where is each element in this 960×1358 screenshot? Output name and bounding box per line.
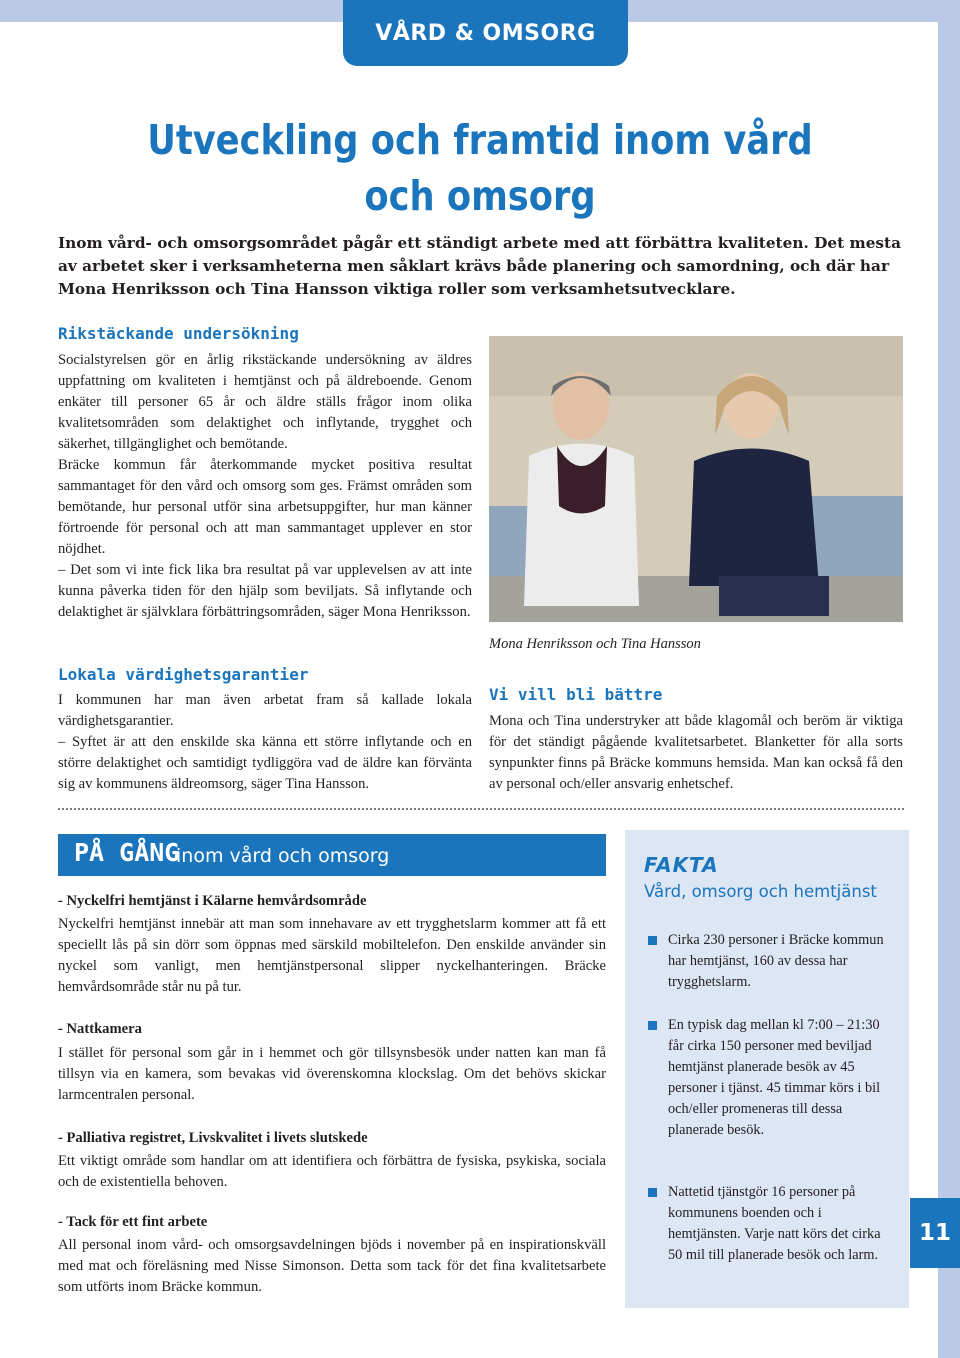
pa-gang-item-heading: - Palliativa registret, Livskvalitet i livets slutskede bbox=[58, 1130, 368, 1146]
fakta-bullet bbox=[648, 930, 888, 993]
vardighetsgarantier-body bbox=[58, 690, 472, 795]
heading-rikstackande: Rikstäckande undersökning bbox=[58, 324, 299, 343]
fakta-bullet-text: En typisk dag mellan kl 7:00 – 21:30 får cirka 150 personer med beviljad hemtjänst planerade besök av 45 personer i tjänst. 45 timmar körs i bil och/eller promeneras till dessa planerade besök. bbox=[668, 1017, 881, 1138]
paragraph: – Syftet är att den enskilde ska känna ett större inflytande och en större delaktighet och samtidigt tydliggöra vad de äldre kan förvänta sig av kommunens äldreomsorg, säger Tina Hansson. bbox=[58, 734, 472, 792]
pa-gang-item-text: Nyckelfri hemtjänst innebär att man som innehavare av ett trygghetslarm kommer att få ett speciellt lås på sin dörr som öppnas med särskild mobiltelefon. Den enskilde använder sin nyckel som vanligt, men hemtjänstpersonal slipper nyckelhanteringen. Bräcke hemvårdsområde står nu på tur. bbox=[58, 916, 606, 995]
heading-vardighetsgarantier: Lokala värdighetsgarantier bbox=[58, 665, 309, 684]
photo-illustration bbox=[489, 336, 903, 622]
rikstackande-body bbox=[58, 350, 472, 623]
fakta-bullet-text: Nattetid tjänstgör 16 personer på kommunens boenden och i hemtjänsten. Varje natt körs det cirka 50 mil till planerade besök och larm. bbox=[668, 1184, 881, 1263]
fakta-bullet bbox=[648, 1182, 888, 1266]
paragraph: Mona och Tina understryker att både klagomål och beröm är viktiga för det ständigt pågående kvalitetsarbetet. Blanketter för alla sorts synpunkter finns på Bräcke kommuns hemsida. Man kan också få den av personal och/eller ansvarig enhetschef. bbox=[489, 713, 903, 792]
portrait-photo bbox=[489, 336, 903, 622]
pa-gang-title: PÅ GÅNG bbox=[74, 838, 180, 867]
pa-gang-item-heading: - Nattkamera bbox=[58, 1021, 142, 1037]
pa-gang-item-text: Ett viktigt område som handlar om att identifiera och förbättra de fysiska, psykiska, sociala och de existentiella behoven. bbox=[58, 1153, 606, 1190]
paragraph: Socialstyrelsen gör en årlig rikstäckande undersökning av äldres uppfattning om kvaliteten i hemtjänst och på äldreboende. Genom enkäter till personer 65 år och äldre ställs frågor inom olika kvalitetsområden som delaktighet och inflytande, trygghet och säkerhet, tillgänglighet och bemötande. bbox=[58, 352, 472, 452]
fakta-bullet bbox=[648, 1015, 888, 1141]
paragraph: – Det som vi inte fick lika bra resultat på var upplevelsen av att inte kunna påverka tiden för den hjälp som beviljats. Så inflytande och delaktighet är självklara förbättringsområden, säger Mona Henriksson. bbox=[58, 562, 472, 620]
vi-vill-bli-battre-body bbox=[489, 711, 903, 795]
paragraph: I kommunen har man även arbetat fram så kallade lokala värdighetsgarantier. bbox=[58, 692, 472, 729]
bullet-square-icon bbox=[648, 936, 657, 945]
section-tab: VÅRD & OMSORG bbox=[343, 0, 628, 66]
bullet-square-icon bbox=[648, 1188, 657, 1197]
heading-vi-vill-bli-battre: Vi vill bli bättre bbox=[489, 685, 663, 704]
pa-gang-item-text: I stället för personal som går in i hemmet och gör tillsynsbesök under natten kan man få tillsyn via en kamera, som bevakas vid överenskomna klockslag. Om det behövs skickar larmcentralen personal. bbox=[58, 1045, 606, 1103]
page-edge-band bbox=[938, 0, 960, 1358]
fakta-bullet-text: Cirka 230 personer i Bräcke kommun har hemtjänst, 160 av dessa har trygghetslarm. bbox=[668, 932, 884, 990]
bullet-square-icon bbox=[648, 1021, 657, 1030]
pa-gang-banner bbox=[58, 834, 606, 876]
pa-gang-item-text: All personal inom vård- och omsorgsavdelningen bjöds i november på en inspirationskväll med mat och föreläsning med Nisse Simonson. Detta som tack för det fina kvalitetsarbete som utförts inom Bräcke kommun. bbox=[58, 1237, 606, 1295]
pa-gang-subtitle: inom vård och omsorg bbox=[176, 845, 390, 867]
article-lead: Inom vård- och omsorgsområdet pågår ett ständigt arbete med att förbättra kvaliteten. Det mesta av arbetet sker i verksamheterna men såklart krävs både planering och samordning, och där har Mona Henriksson och Tina Hansson viktiga roller som verksamhetsutvecklare. bbox=[58, 234, 902, 298]
article-title: Utveckling och framtid inom vård och omsorg bbox=[147, 116, 813, 220]
fakta-box bbox=[625, 830, 909, 1308]
section-divider bbox=[58, 808, 904, 810]
fakta-subtitle: Vård, omsorg och hemtjänst bbox=[644, 882, 877, 901]
fakta-label: FAKTA bbox=[644, 853, 719, 877]
pa-gang-item-heading: - Tack för ett fint arbete bbox=[58, 1214, 208, 1230]
paragraph: Bräcke kommun får återkommande mycket positiva resultat sammantaget för den vård och omsorg som ges. Främst områden som bemötande, hur personal utför sina arbetsuppgifter, hur man känner förtroende för personal och att man sammantaget upplever en stor nöjdhet. bbox=[58, 457, 472, 557]
pa-gang-item-heading: - Nyckelfri hemtjänst i Kälarne hemvårdsområde bbox=[58, 893, 367, 909]
photo-caption: Mona Henriksson och Tina Hansson bbox=[489, 636, 701, 652]
page-number: 11 bbox=[910, 1198, 960, 1268]
